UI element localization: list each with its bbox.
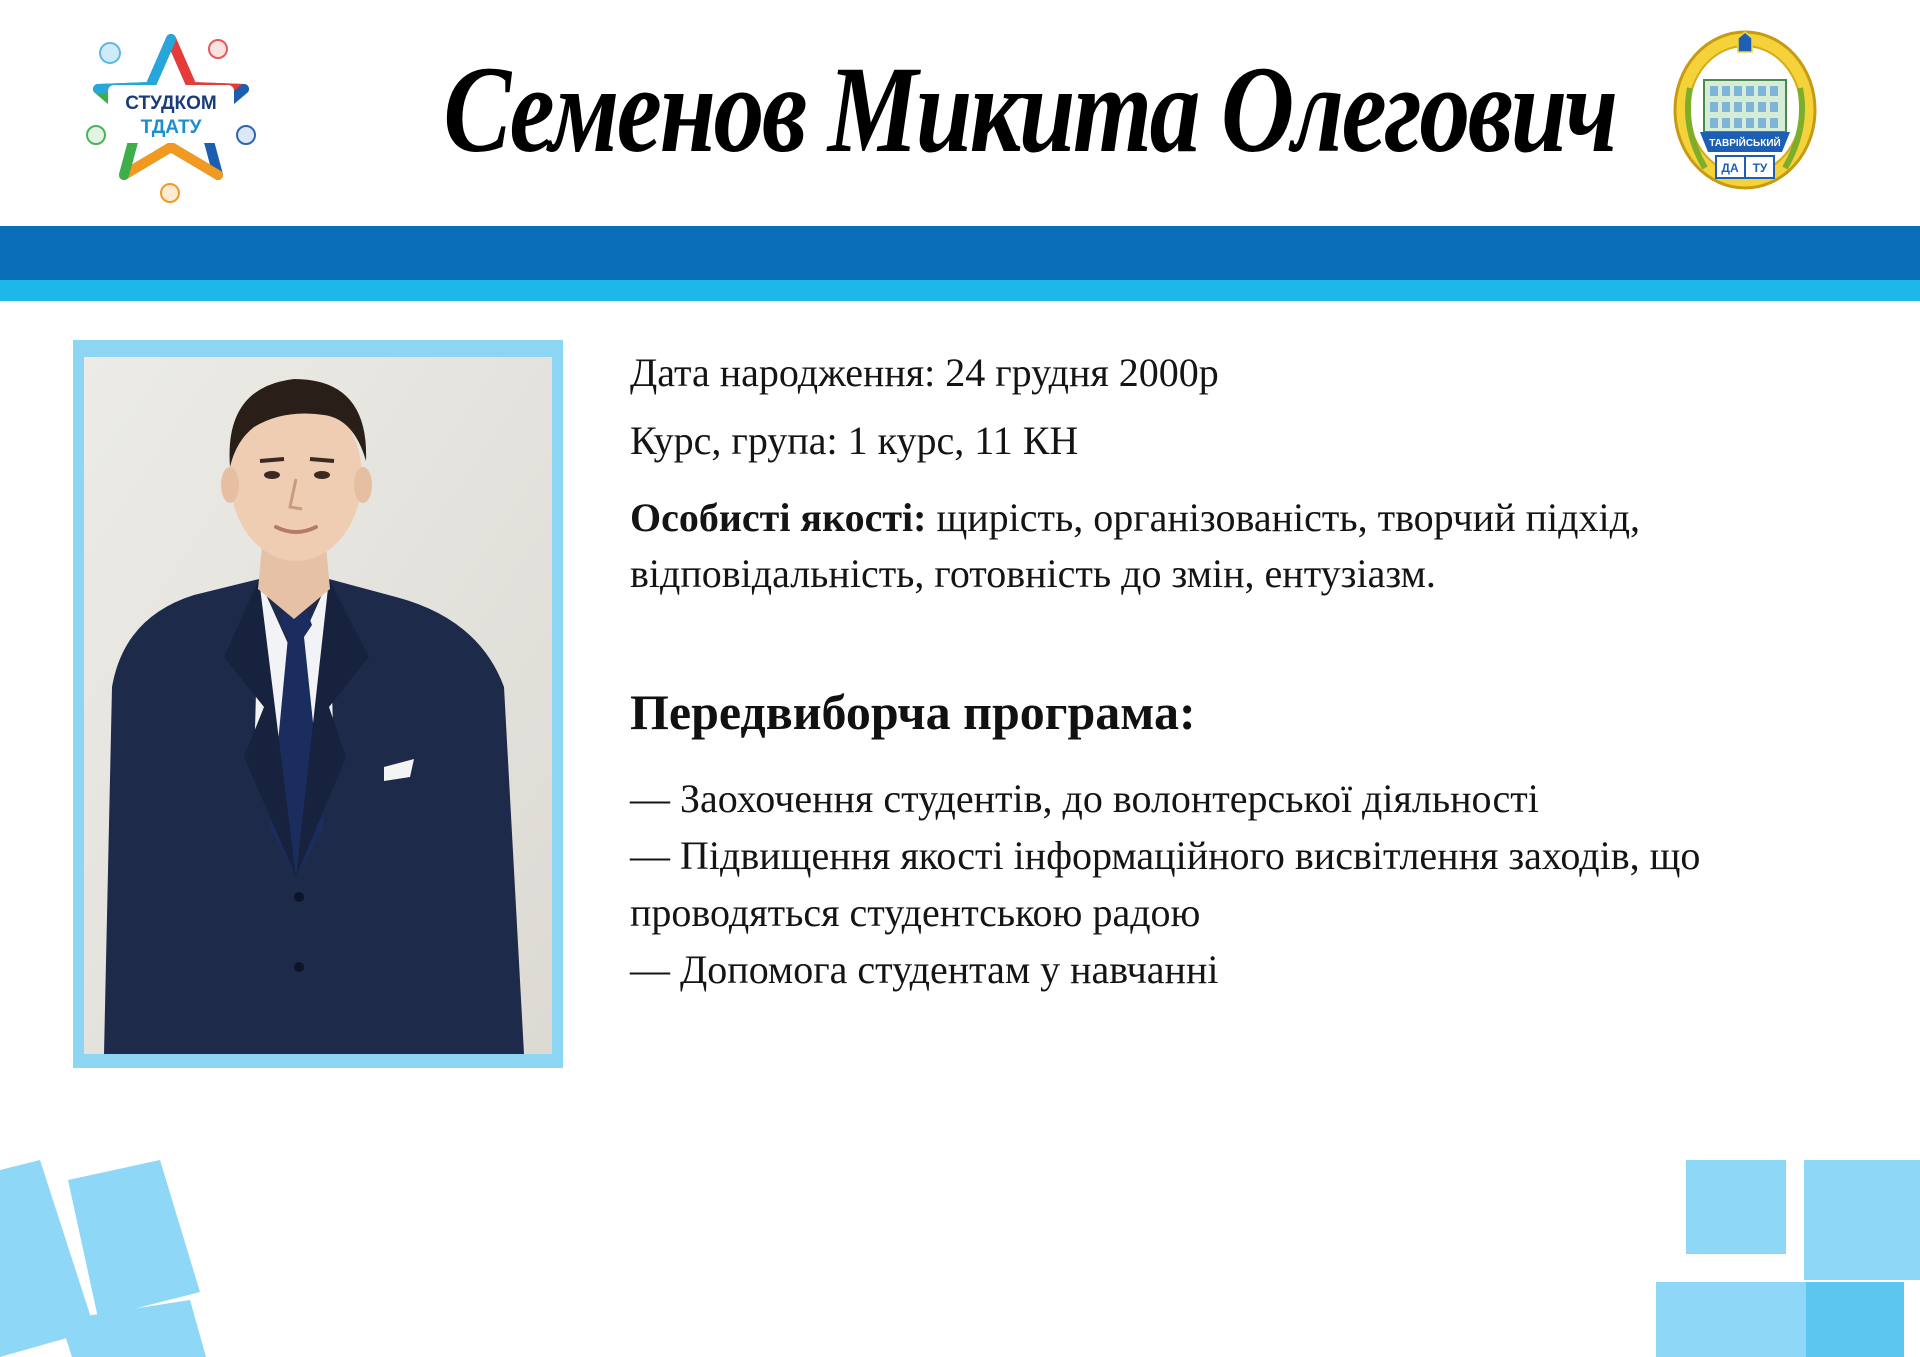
page-title: Семенов Микита Олегович (443, 41, 1616, 178)
emblem-letters-left: ДА (1721, 161, 1739, 175)
emblem-text: ТАВРІЙСЬКИЙ (1709, 138, 1781, 149)
program-item: — Підвищення якості інформаційного висвітлення заходів, що проводяться студентською радою (630, 833, 1701, 935)
deco-square-left-3 (60, 1300, 206, 1357)
program-title: Передвиборча програма: (630, 684, 1196, 740)
photo-frame (73, 340, 563, 1068)
logo-text-tdatu: ТДАТУ (140, 117, 202, 138)
program-item: — Допомога студентам у навчанні (630, 947, 1219, 992)
personal-qualities (630, 490, 1810, 602)
program-list (630, 770, 1810, 998)
logo-text-studkom: СТУДКОМ (125, 93, 217, 114)
qualities-label: Особисті якості: (630, 495, 927, 540)
deco-square-right-4 (1806, 1282, 1904, 1357)
qualities-text: щирість, організованість, творчий підхід, відповідальність, готовність до змін, ентузіазм. (630, 495, 1640, 596)
program-item: — Заохочення студентів, до волонтерської діяльності (630, 776, 1539, 821)
deco-square-right-1 (1686, 1160, 1786, 1254)
course-group: Курс, група: 1 курс, 11 КН (630, 418, 1079, 463)
header-stripe-dark (0, 226, 1920, 280)
studkom-logo-icon (80, 25, 262, 207)
deco-square-left-2 (68, 1160, 200, 1318)
deco-square-right-2 (1804, 1160, 1920, 1280)
portrait-illustration (84, 357, 552, 1054)
deco-square-right-3 (1656, 1282, 1806, 1357)
university-emblem-icon (1670, 28, 1820, 200)
candidate-photo (84, 357, 552, 1054)
birth-date: Дата народження: 24 грудня 2000р (630, 350, 1219, 395)
header (0, 0, 1920, 226)
deco-square-left-1 (0, 1160, 95, 1357)
emblem-letters-right: ТУ (1752, 161, 1768, 175)
header-stripe-light (0, 280, 1920, 301)
